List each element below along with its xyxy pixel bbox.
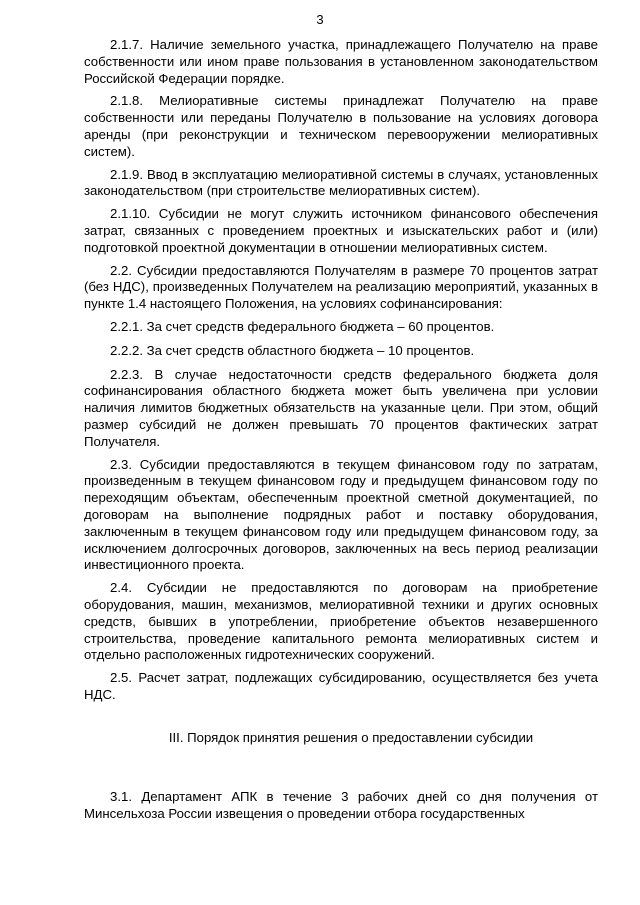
paragraph-2-1-9: 2.1.9. Ввод в эксплуатацию мелиоративной системы в случаях, установленных законодательством (при строительстве мелиоративных систем). (84, 166, 598, 199)
section-heading: III. Порядок принятия решения о предоставлении субсидии (168, 729, 534, 745)
paragraph-2-3: 2.3. Субсидии предоставляются в текущем финансовом году по затратам, произведенным в текущем финансовом году и предыдущем финансовом году по переходящим объектам, обеспеченным проектной сметной документацией, по договорам на выполнение подрядных работ и поставку оборудования, заключенным в текущем финансовом году или предыдущем финансовом году, за исключением долгосрочных договоров, заключенных на весь период реализации инвестиционного проекта. (84, 456, 598, 573)
paragraph-3-1: 3.1. Департамент АПК в течение 3 рабочих дней со дня получения от Минсельхоза России извещения о проведении отбора государственных (84, 789, 598, 822)
paragraph-2-1-8: 2.1.8. Мелиоративные системы принадлежат Получателю на праве собственности или переданы Получателю в пользование на условиях договора аренды (при реконструкции и техническом перевооружении мелиоративных систем). (84, 93, 598, 159)
page-number: 3 (316, 12, 324, 27)
paragraph-2-1-10: 2.1.10. Субсидии не могут служить источником финансового обеспечения затрат, связанных с проведением проектных и изыскательских работ и (или) подготовкой проектной документации в отношении мелиоративных систем. (84, 206, 598, 255)
paragraph-2-4: 2.4. Субсидии не предоставляются по договорам на приобретение оборудования, машин, механизмов, мелиоративной техники и других основных средств, бывших в употреблении, приобретение объектов незавершенного строительства, проведение капитального ремонта мелиоративных систем и отдельно расположенных гидротехнических сооружений. (84, 580, 598, 663)
paragraph-2-5: 2.5. Расчет затрат, подлежащих субсидированию, осуществляется без учета НДС. (84, 670, 598, 702)
paragraph-2-1-7: 2.1.7. Наличие земельного участка, принадлежащего Получателю на праве собственности или ином праве пользования в установленном законодательством Российской Федерации порядке. (84, 37, 598, 86)
paragraph-2-2: 2.2. Субсидии предоставляются Получателям в размере 70 процентов затрат (без НДС), произведенных Получателем на реализацию мероприятий, указанных в пункте 1.4 настоящего Положения, на условиях софинансирования: (84, 262, 598, 312)
paragraph-2-2-2: 2.2.2. За счет средств областного бюджета – 10 процентов. (110, 342, 475, 358)
paragraph-2-2-3: 2.2.3. В случае недостаточности средств федерального бюджета доля софинансирования областного бюджета может быть увеличена при условии наличия лимитов бюджетных обязательств на указанные цели. При этом, общий размер субсидий не должен превышать 70 процентов фактических затрат Получателя. (84, 366, 598, 449)
document-body (84, 37, 598, 829)
paragraph-2-2-1: 2.2.1. За счет средств федерального бюджета – 60 процентов. (110, 318, 495, 334)
